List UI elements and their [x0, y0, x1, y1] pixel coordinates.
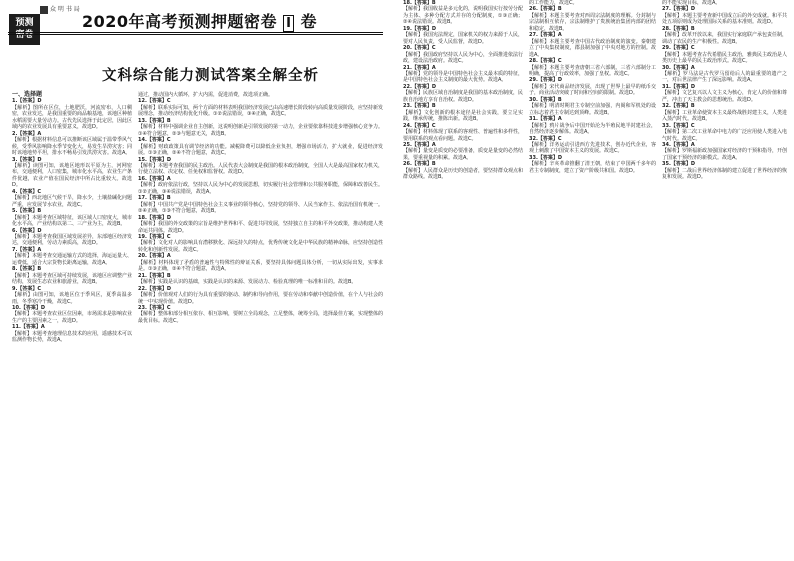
explanation-text: 【解析】鸦片战争后中国开始沦为半殖民地半封建社会，自然经济逐步解体。故选A。	[529, 122, 656, 136]
answer-line: 11.【答案】A	[12, 324, 45, 331]
explanation-text: 【解析】本题考查交通运输方式的选择，海运运量大、运费低，适合大宗货物长距离运输，故选A。	[12, 253, 133, 266]
explanation-text: 的工作能力，故选C。	[529, 0, 578, 6]
explanation-text: 【解析】民族区域自治制度是我国的基本政治制度，民族自治地方享有自治权。故选D。	[403, 90, 524, 103]
answer-line: 10.【答案】D	[12, 304, 46, 311]
answer-line: 13.【答案】B	[138, 117, 171, 124]
answer-line: 22.【答案】D	[403, 83, 437, 90]
answer-line: 34.【答案】A	[662, 141, 695, 148]
explanation-text: 【解析】我国政府坚持以人民为中心，全面推进依法行政，建设法治政府。故选C。	[403, 51, 524, 65]
explanation-text: 通过，推动国内大循环，扩大内需，促进消费，故选项正确。	[138, 92, 274, 98]
explanation-text: 【解析】图所在区位，土地肥沃，河流密布，人口稠密，农业发达，是我国重要的商品粮基地，该地区种植水稻需要大量劳动力。古代先民选择于此定居，因此区域内的农业发展具有重要意义，故选D。	[12, 104, 133, 131]
answer-line: 8.【答案】B	[12, 266, 42, 273]
explanation-text: 【解析】罗斯福新政加强国家对经济的干预和指导，开创了国家干预经济的新模式。故选A。	[662, 148, 788, 161]
answer-line: 12.【答案】C	[138, 98, 171, 105]
column-1-lines	[12, 98, 132, 343]
answer-line: 22.【答案】D	[138, 285, 172, 292]
explanation-text: 【解析】本题考查区域可持续发展，该地区应调整产业结构，发展生态农业和旅游业，故选B。	[12, 272, 133, 286]
explanation-text: 【解析】文化对人的影响具有潜移默化、深远持久的特点，优秀传统文化是中华民族的精神命脉，应坚持创造性转化和创新性发展。故选C。	[138, 240, 384, 253]
explanation-text: 【解析】实践是认识的基础，实践是认识的来源、发展动力、检验真理的唯一标准和目的。故选B。	[138, 279, 357, 286]
logo-badge	[9, 14, 40, 45]
explanation-text: 【解析】明清时期君主专制空前加强，内阁和军机处的设立标志着君主专制达到顶峰。故选B。	[529, 103, 656, 116]
explanation-text: 【解析】本题主要考查中国古代政治制度的演变。秦朝建立了中央集权制度，郡县制加强了中央对地方的控制。故选A。	[529, 38, 656, 58]
explanation-text: 【解析】本题主要考查对西周宗法制度的理解。分封制与宗法制相互依存，宗法制维护了贵族统治集团内部的团结和稳定，故选B。	[529, 12, 656, 32]
explanation-text: 【解析】价值观对人们的行为具有重要的驱动、制约和导向作用，要在劳动和奉献中创造价值，在个人与社会的统一中实现价值。故选D。	[138, 292, 384, 305]
answer-line: 3.【答案】D	[12, 156, 42, 163]
explanation-text: 【解析】本题考查区域特征，该区域人口密度大，城市化水平高，产业结构以第二、三产业为主，故选B。	[12, 214, 133, 228]
explanation-text: 【解析】文艺复兴以人文主义为核心，肯定人的价值和尊严，冲击了天主教会的思想统治。故选D。	[662, 90, 788, 103]
answer-line: 27.【答案】A	[529, 32, 562, 39]
answer-line: 29.【答案】C	[662, 45, 695, 52]
answer-line: 26.【答案】B	[529, 6, 562, 13]
explanation-text: 【解析】二战后世界经济体制的建立促进了世界经济的恢复和发展。故选D。	[662, 167, 788, 181]
explanation-text: 【解析】材料体现了联系的客观性、普遍性和多样性，要用联系的观点看问题。故选C。	[403, 129, 524, 142]
explanation-text: 【解析】材料中强调企业自主创新，这说明创新是引领发展的第一动力，企业要依靠科技进步增强核心竞争力。①④符合题意，②③与题意无关，故选B。	[138, 124, 384, 137]
answer-line: 35.【答案】D	[662, 161, 696, 168]
answer-line: 31.【答案】A	[529, 116, 562, 123]
brand-icon	[40, 6, 48, 14]
explanation-text: 【解析】辛亥革命推翻了清王朝，结束了中国两千多年的君主专制制度，建立了资产阶级共和国。故选D。	[529, 161, 656, 174]
answer-line: 24.【答案】C	[403, 122, 436, 129]
answer-line: 15.【答案】D	[138, 156, 172, 163]
header-rule-thin	[8, 34, 383, 35]
explanation-text: 【解析】财政政策具有调节经济的功能。减税降费可以降低企业负担，增强市场活力，扩大就业，促进经济发展。①③正确，②④不符合题意，故选C。	[138, 143, 383, 157]
answer-line: 23.【答案】C	[138, 304, 171, 311]
answer-line: 30.【答案】B	[529, 96, 562, 103]
answer-line: 21.【答案】A	[403, 64, 436, 71]
explanation-text: 【解析】改革开放以来，我国实行家庭联产承包责任制，调动了农民的生产积极性。故选B。	[662, 32, 788, 45]
exam-title-box: Ⅰ	[283, 15, 294, 32]
column-1	[12, 92, 132, 344]
explanation-text: 【解析】联系实际可知，两个方面的材料表明我国经济发展已由高速增长阶段转向高质量发展阶段，应坚持新发展理念，推动经济结构优化升级。①②说法错误，③④正确，故选C。	[138, 104, 384, 118]
answer-line: 6.【答案】D	[12, 227, 42, 234]
column-2	[138, 92, 383, 324]
explanation-text: 【解析】读图可知，该地区地形以平原为主，河网密布，交通便利，人口密集，城市化水平高，农业生产条件优越，农业产值在国民经济中所占比重较大。故选D。	[12, 162, 133, 189]
explanation-text: 【解析】本题考查我国区域发展差异，东部地区经济发达，交通便利，劳动力素质高，故选D。	[12, 233, 133, 247]
answer-line: 18.【答案】B	[403, 0, 436, 6]
answer-line: 19.【答案】D	[403, 25, 437, 32]
answer-line: 1.【答案】D	[12, 98, 42, 105]
column-3	[403, 0, 523, 181]
document-title: 文科综合能力测试答案全解全析	[102, 68, 319, 84]
explanation-text: 【解析】宋代商品经济发展，出现了世界上最早的纸币交子，商业活动突破了时间和空间的限制。故选D。	[529, 83, 656, 97]
explanation-text: 【解析】本题主要考查唐朝三省六部制。三省六部制分工明确，提高了行政效率，加强了皇权。故选C。	[529, 64, 656, 77]
answer-line: 7.【答案】A	[12, 246, 42, 253]
explanation-text: 【解析】罗马法是古代罗马留给后人的最重要的遗产之一，对后世法律产生了深远影响。故选A。	[662, 70, 787, 84]
answer-line: 32.【答案】C	[529, 135, 562, 142]
answer-line: 19.【答案】C	[138, 233, 171, 240]
answer-line: 31.【答案】D	[662, 83, 696, 90]
answer-line: 26.【答案】B	[403, 161, 436, 168]
explanation-text: 【解析】材料体现了矛盾的普遍性与特殊性的辩证关系，要坚持具体问题具体分析，一切从实际出发，实事求是。①③正确，②④不符合题意，故选A。	[138, 259, 383, 273]
answer-line: 20.【答案】A	[138, 253, 171, 260]
logo-line2: 密卷	[15, 30, 34, 40]
explanation-text: 【解析】我国宪法规定，国家机关的权力来源于人民，要对人民负责，受人民监督，故选D。	[403, 32, 524, 45]
answer-line: 2.【答案】A	[12, 130, 42, 137]
explanation-text: 的不能实现目标，故选A。	[662, 0, 721, 6]
answer-line: 21.【答案】B	[138, 272, 171, 279]
answer-line: 14.【答案】C	[138, 137, 171, 144]
section-heading: 一、选择题	[12, 91, 43, 98]
explanation-text: 【解析】我国收益是多元化的，说明我国实行按劳分配为主体、多种分配方式并存的分配制度，①③正确；②④说法错误。故选B。	[403, 6, 524, 26]
header-rule	[8, 32, 383, 33]
answer-line: 33.【答案】C	[662, 122, 695, 129]
column-4	[529, 0, 656, 174]
answer-line: 4.【答案】C	[12, 188, 42, 195]
exam-title: 2020年高考预测押题密卷 Ⅰ 卷	[82, 12, 318, 31]
column-5-lines	[662, 0, 787, 181]
answer-line: 33.【答案】D	[529, 154, 563, 161]
answer-line: 27.【答案】D	[662, 6, 696, 13]
explanation-text: 【解析】本题考查古代希腊民主政治，雅典民主政治是人类历史上最早的民主政治形式。故选C。	[662, 51, 788, 65]
explanation-text: 【解析】根据材料信息可以推断该区域属于温带季风气候，受季风影响降水季节变化大，易发生旱涝灾害；同时该地地势平坦，排水不畅易引发洪涝灾害。故选A。	[12, 137, 133, 157]
explanation-text: 【解析】由图可知，该地区位于季风区，夏季高温多雨，冬季寒冷干燥，故选C。	[12, 292, 132, 305]
column-3-lines	[403, 0, 523, 181]
explanation-text: 【解析】党的领导是中国特色社会主义最本质的特征，是中国特色社会主义制度的最大优势。故选A。	[403, 70, 524, 84]
answer-line: 9.【答案】C	[12, 285, 42, 292]
answer-line: 16.【答案】A	[138, 175, 171, 182]
brand-tag: 众 明 书 局	[40, 4, 80, 14]
explanation-text: 【解析】第二次工业革命中电力的广泛应用使人类进入电气时代。故选C。	[662, 129, 788, 142]
answer-line: 20.【答案】C	[403, 45, 436, 52]
explanation-text: 【解析】本题考查农业区位因素，市场需求是影响农业生产的主要因素之一，故选D。	[12, 311, 133, 324]
column-4-lines	[529, 0, 656, 174]
explanation-text: 【解析】量变是质变的必要准备，质变是量变的必然结果，要重视量的积累。故选A。	[403, 148, 524, 161]
explanation-text: 【解析】本题主要考查新中国成立后的外交成就。和平共处五项原则成为处理国际关系的基本准则。故选D。	[662, 12, 788, 26]
explanation-text: 【解析】工业革命使资本主义最终战胜封建主义，人类进入蒸汽时代。故选B。	[662, 109, 788, 123]
answer-line: 32.【答案】B	[662, 103, 695, 110]
answer-line: 18.【答案】D	[138, 214, 172, 221]
answer-line: 28.【答案】B	[662, 25, 695, 32]
answer-line: 25.【答案】A	[403, 141, 436, 148]
explanation-text: 【解析】中国共产党是中国特色社会主义事业的领导核心，坚持党的领导、人民当家作主、依法治国有机统一。②④正确，①③不符合题意，故选B。	[138, 201, 384, 215]
column-5	[662, 0, 787, 181]
explanation-text: 【解析】文化创新的根本途径是社会实践，要立足实践，继承传统，推陈出新。故选B。	[403, 109, 523, 123]
explanation-text: 【解析】洋务运动引进西方先进技术，创办近代企业，客观上刺激了中国资本主义的发展。故选C。	[529, 141, 656, 155]
column-2-lines	[138, 92, 383, 324]
explanation-text: 【解析】本题考查我国的民主政治。人民代表大会制度是我国的根本政治制度，全国人大是最高国家权力机关，行使立法权、决定权、任免权和监督权。故选D。	[138, 162, 384, 176]
explanation-text: 【解析】本题考查地理信息技术的应用，遥感技术可以监测作物长势，故选A。	[12, 330, 133, 344]
answer-line: 17.【答案】B	[138, 195, 171, 202]
explanation-text: 【解析】政府依法行政，坚持以人民为中心的发展思想，切实履行社会管理和公共服务职能，保障和改善民生。①②正确，③④说法错误，故选A。	[138, 182, 384, 195]
answer-line: 28.【答案】C	[529, 58, 562, 65]
answer-line: 30.【答案】A	[662, 64, 695, 71]
logo-line1: 预测	[15, 18, 34, 28]
explanation-text: 【解析】人民群众是历史的创造者，要坚持群众观点和群众路线。故选B。	[403, 167, 524, 181]
explanation-text: 【解析】我国的外交政策的宗旨是维护世界和平、促进共同发展，坚持独立自主的和平外交政策，推动构建人类命运共同体。故选D。	[138, 221, 384, 234]
explanation-text: 【解析】整体和部分相互依存、相互影响，要树立全局观念，立足整体，统筹全局，选择最佳方案，实现整体的最优目标。故选C。	[138, 311, 384, 324]
answer-line: 29.【答案】D	[529, 77, 563, 84]
answer-line: 5.【答案】B	[12, 208, 42, 215]
explanation-text: 【解析】西北地区气候干旱，降水少，土壤盐碱化问题严重，应发展节水农业，故选C。	[12, 195, 133, 208]
answer-line: 23.【答案】B	[403, 103, 436, 110]
